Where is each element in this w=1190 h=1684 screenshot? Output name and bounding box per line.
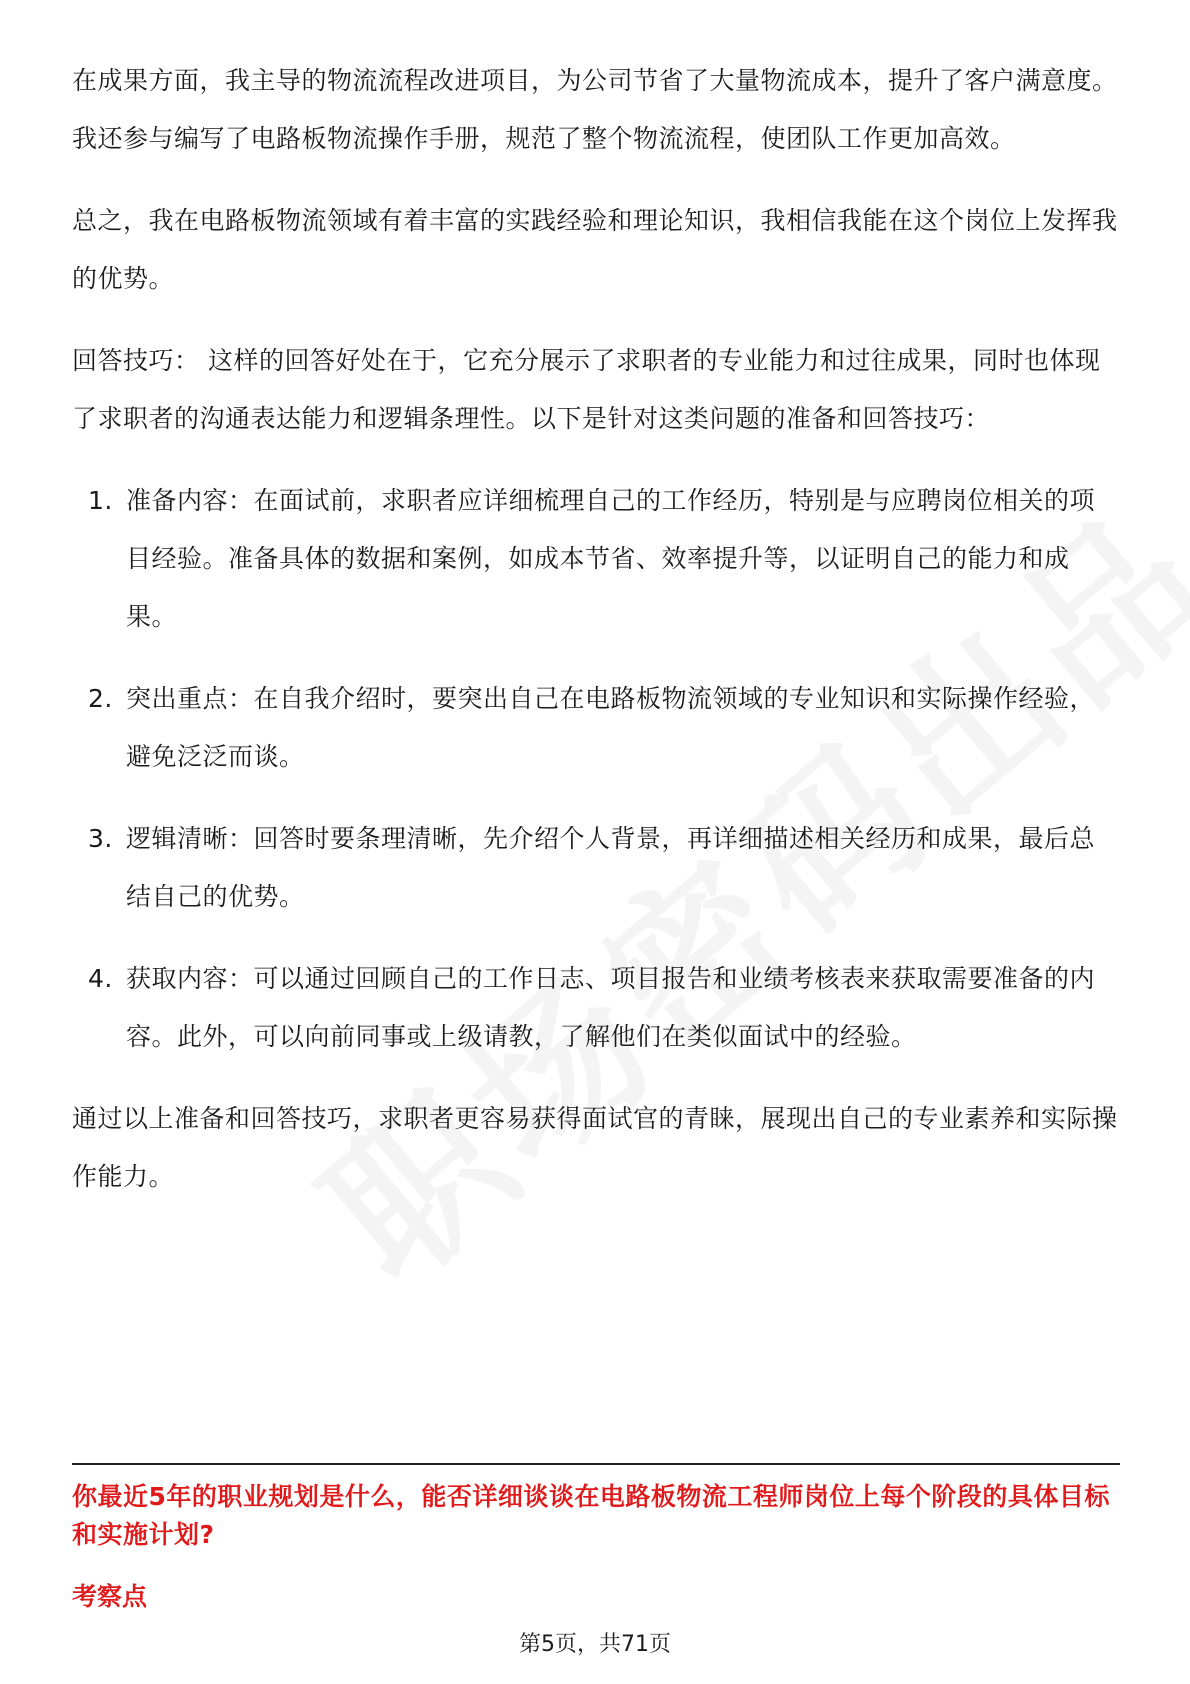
tips-list [72,472,1120,1066]
section-subheading: 考察点 [72,1582,148,1611]
list-item [72,810,1120,926]
list-item [72,670,1120,786]
list-number: 3. [88,824,113,853]
list-text: 获取内容：可以通过回顾自己的工作日志、项目报告和业绩考核表来获取需要准备的内容。此外，可以向前同事或上级请教，了解他们在类似面试中的经验。 [126,964,1096,1051]
page-number: 第5页，共71页 [519,1632,671,1657]
question-heading: 你最近5年的职业规划是什么，能否详细谈谈在电路板物流工程师岗位上每个阶段的具体目标和实施计划? [72,1482,1110,1549]
list-number: 4. [88,964,113,993]
list-number: 2. [88,684,113,713]
paragraph-closing: 通过以上准备和回答技巧，求职者更容易获得面试官的青睐，展现出自己的专业素养和实际操作能力。 [72,1104,1118,1191]
paragraph-summary: 总之，我在电路板物流领域有着丰富的实践经验和理论知识，我相信我能在这个岗位上发挥我的优势。 [72,206,1118,293]
list-text: 准备内容：在面试前，求职者应详细梳理自己的工作经历，特别是与应聘岗位相关的项目经验。准备具体的数据和案例，如成本节省、效率提升等，以证明自己的能力和成果。 [126,486,1096,631]
document-body [72,52,1120,1230]
paragraph-results: 在成果方面，我主导的物流流程改进项目，为公司节省了大量物流成本，提升了客户满意度。我还参与编写了电路板物流操作手册，规范了整个物流流程，使团队工作更加高效。 [72,66,1118,153]
section-divider [72,1463,1120,1465]
list-item [72,950,1120,1066]
paragraph-answer-tips: 回答技巧： 这样的回答好处在于，它充分展示了求职者的专业能力和过往成果，同时也体现了求职者的沟通表达能力和逻辑条理性。以下是针对这类问题的准备和回答技巧： [72,346,1101,433]
list-item [72,472,1120,646]
list-number: 1. [88,486,113,515]
list-text: 突出重点：在自我介绍时，要突出自己在电路板物流领域的专业知识和实际操作经验，避免泛泛而谈。 [126,684,1096,771]
list-text: 逻辑清晰：回答时要条理清晰，先介绍个人背景，再详细描述相关经历和成果，最后总结自己的优势。 [126,824,1096,911]
